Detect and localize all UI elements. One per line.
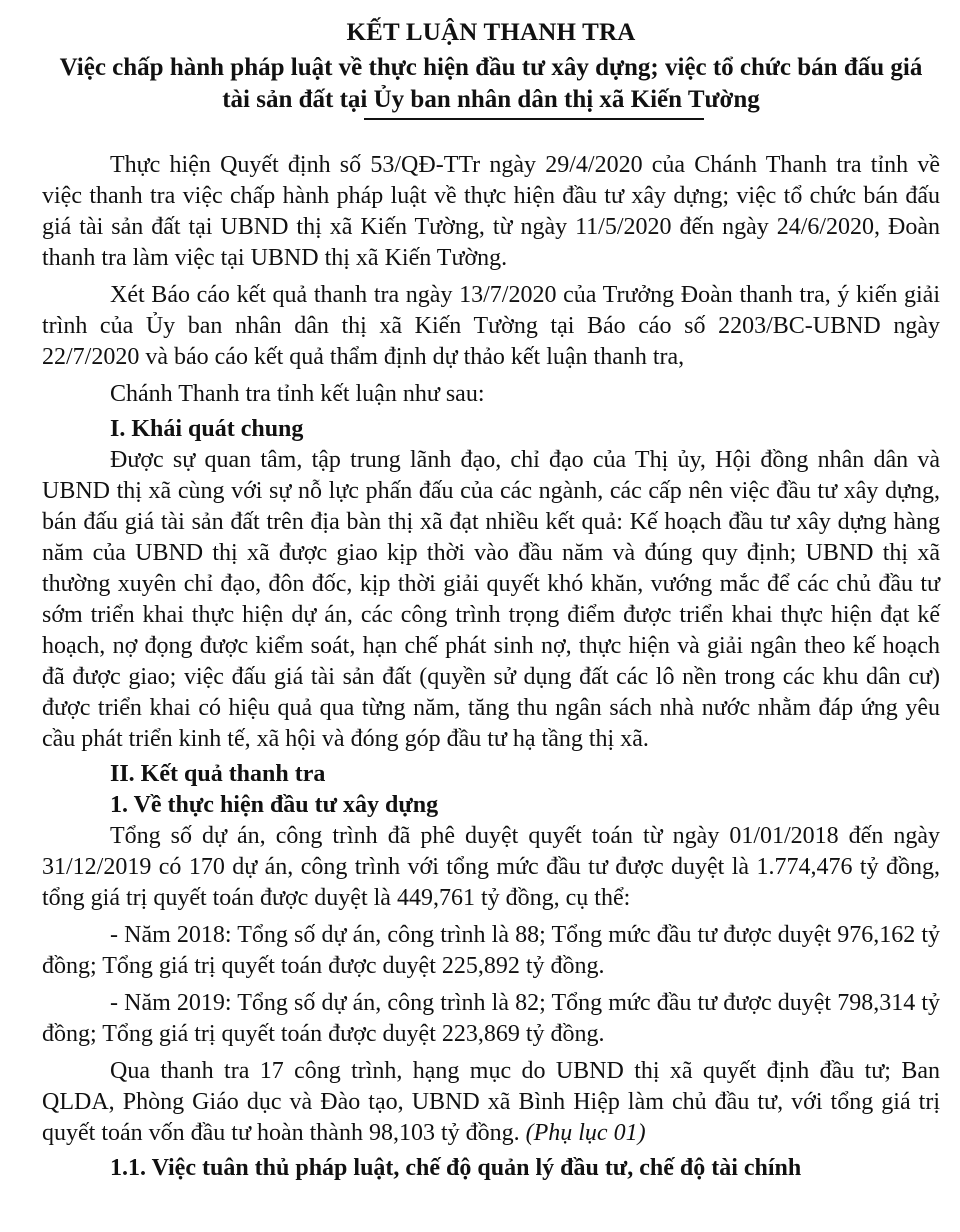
appendix-reference: (Phụ lục 01) [525,1120,646,1146]
intro-paragraph-1: Thực hiện Quyết định số 53/QĐ-TTr ngày 29/4/2020 của Chánh Thanh tra tỉnh về việc thanh tra việc chấp hành pháp luật về thực hiện đầu tư xây dựng; việc tổ chức bán đấu giá tài sản đất tại UBND thị xã Kiến Tường, từ ngày 11/5/2020 đến ngày 24/6/2020, Đoàn thanh tra làm việc tại UBND thị xã Kiến Tường. [42,152,940,271]
intro-paragraph-3: Chánh Thanh tra tỉnh kết luận như sau: [110,381,485,407]
section-1-heading: I. Khái quát chung [110,416,304,442]
subsection-1-1-heading: 1.1. Việc tuân thủ pháp luật, chế độ quản lý đầu tư, chế độ tài chính [110,1155,802,1181]
section-1-paragraph: Được sự quan tâm, tập trung lãnh đạo, chỉ đạo của Thị ủy, Hội đồng nhân dân và UBND thị xã cùng với sự nỗ lực phấn đấu của các ngành, các cấp nên việc đầu tư xây dựng, bán đấu giá tài sản đất trên địa bàn thị xã đạt nhiều kết quả: Kế hoạch đầu tư xây dựng hàng năm của UBND thị xã được giao kịp thời vào đầu năm và đúng quy định; UBND thị xã thường xuyên chỉ đạo, đôn đốc, kịp thời giải quyết khó khăn, vướng mắc để các chủ đầu tư sớm triển khai thực hiện dự án, các công trình trọng điểm được triển khai thực hiện đạt kế hoạch, nợ đọng được kiểm soát, hạn chế phát sinh nợ, thực hiện và giải ngân theo kế hoạch đã được giao; việc đấu giá tài sản đất (quyền sử dụng đất các lô nền trong các khu dân cư) được triển khai có hiệu quả qua từng năm, tăng thu ngân sách nhà nước nhằm đáp ứng yêu cầu phát triển kinh tế, xã hội và đóng góp đầu tư hạ tầng thị xã. [42,447,940,752]
subsection-1-paragraph: Tổng số dự án, công trình đã phê duyệt quyết toán từ ngày 01/01/2018 đến ngày 31/12/2019 có 170 dự án, công trình với tổng mức đầu tư được duyệt là 1.774,476 tỷ đồng, tổng giá trị quyết toán được duyệt là 449,761 tỷ đồng, cụ thể: [42,823,940,911]
document-body [42,150,940,1184]
section-2-heading: II. Kết quả thanh tra [110,761,326,787]
subsection-1-heading: 1. Về thực hiện đầu tư xây dựng [110,792,439,818]
year-2018-item: - Năm 2018: Tổng số dự án, công trình là 88; Tổng mức đầu tư được duyệt 976,162 tỷ đồng; Tổng giá trị quyết toán được duyệt 225,892 tỷ đồng. [42,922,940,979]
title-underline [364,118,704,120]
document-title: KẾT LUẬN THANH TRA [346,19,636,46]
inspection-paragraph [42,1056,940,1149]
document-subtitle: Việc chấp hành pháp luật về thực hiện đầu tư xây dựng; việc tổ chức bán đấu giá tài sản đất tại Ủy ban nhân dân thị xã Kiến Tường [59,54,923,113]
intro-paragraph-2: Xét Báo cáo kết quả thanh tra ngày 13/7/2020 của Trưởng Đoàn thanh tra, ý kiến giải trình của Ủy ban nhân dân thị xã Kiến Tường tại Báo cáo số 2203/BC-UBND ngày 22/7/2020 và báo cáo kết quả thẩm định dự thảo kết luận thanh tra, [42,282,940,370]
year-2019-item: - Năm 2019: Tổng số dự án, công trình là 82; Tổng mức đầu tư được duyệt 798,314 tỷ đồng; Tổng giá trị quyết toán được duyệt 223,869 tỷ đồng. [42,990,940,1047]
inspection-text: Qua thanh tra 17 công trình, hạng mục do UBND thị xã quyết định đầu tư; Ban QLDA, Phòng Giáo dục và Đào tạo, UBND xã Bình Hiệp làm chủ đầu tư, với tổng giá trị quyết toán vốn đầu tư hoàn thành 98,103 tỷ đồng. [42,1058,940,1146]
